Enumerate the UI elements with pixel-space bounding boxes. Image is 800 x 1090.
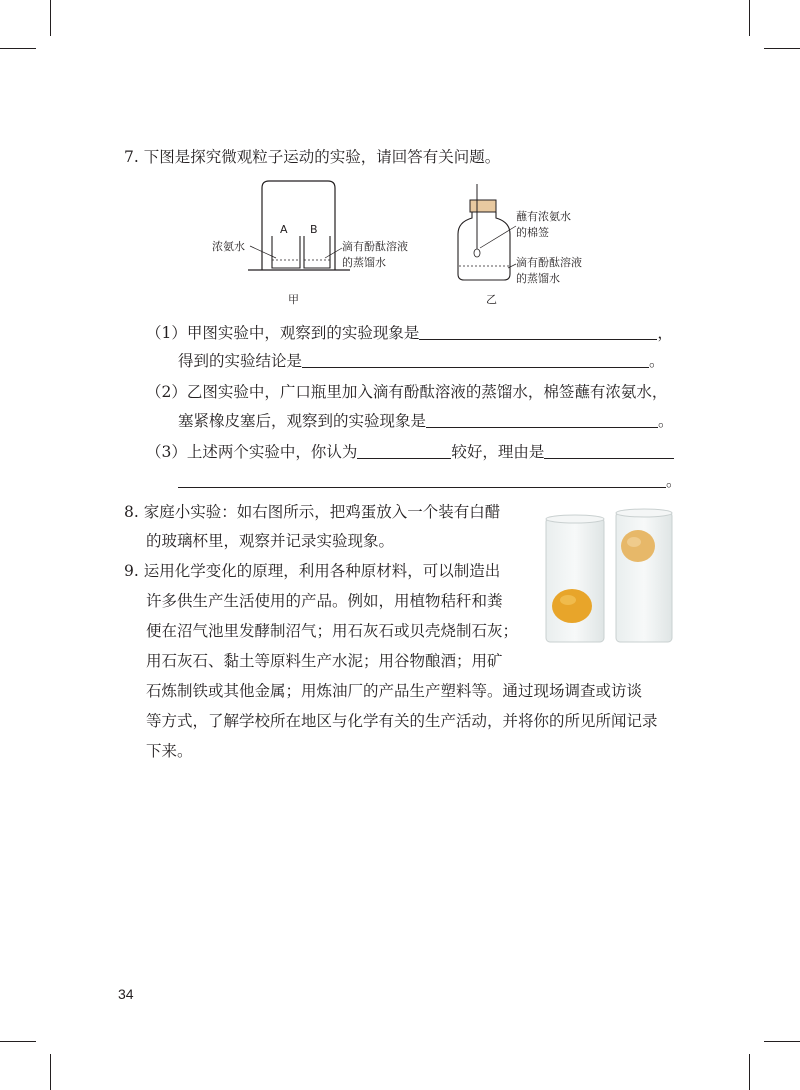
q7-sub1-line1 <box>146 322 673 344</box>
beaker-b <box>304 236 330 268</box>
label-b: B <box>310 223 318 236</box>
q7-sub3-text-2: 较好，理由是 <box>451 443 545 461</box>
label-swab-1: 蘸有浓氨水 <box>516 210 571 223</box>
caption-yi: 乙 <box>486 293 497 306</box>
q7-sub3-text-1: （3）上述两个实验中，你认为 <box>146 443 358 461</box>
beaker-a <box>272 236 300 268</box>
q7-sub3-end: 。 <box>666 472 682 490</box>
label-bottle-water-1: 滴有酚酞溶液 <box>516 256 582 269</box>
answer-blank[interactable] <box>419 323 657 340</box>
q7-sub1-text: （1）甲图实验中，观察到的实验现象是 <box>146 324 420 342</box>
cotton-tip <box>474 249 480 257</box>
q9-line5: 石炼制铁或其他金属；用炼油厂的产品生产塑料等。通过现场调查或访谈 <box>146 682 643 700</box>
figure-yi <box>450 178 630 308</box>
label-a: A <box>280 223 288 236</box>
leader-line <box>508 264 516 268</box>
crop-mark <box>50 1054 51 1090</box>
egg-sunk <box>552 589 592 623</box>
leader-line <box>480 226 516 248</box>
label-swab-2: 的棉签 <box>516 226 549 239</box>
page-number: 34 <box>118 986 134 1002</box>
crop-mark <box>0 1041 36 1042</box>
answer-blank[interactable] <box>544 442 674 459</box>
wide-mouth-bottle <box>458 212 510 280</box>
crop-mark <box>764 1041 800 1042</box>
crop-mark <box>764 48 800 49</box>
q7-sub2-line1: （2）乙图实验中，广口瓶里加入滴有酚酞溶液的蒸馏水，棉签蘸有浓氨水， <box>146 383 668 401</box>
label-phenolphthalein-2: 的蒸馏水 <box>342 256 386 269</box>
q9-line7: 下来。 <box>146 742 193 760</box>
answer-blank[interactable] <box>302 351 649 368</box>
leader-line <box>325 248 342 258</box>
answer-blank[interactable] <box>357 442 451 459</box>
q7-sub2-end: 。 <box>658 412 674 430</box>
crop-mark <box>0 48 36 49</box>
q7-sub1-line2 <box>178 350 665 372</box>
crop-mark <box>749 0 750 36</box>
q7-sub1-end-2: 。 <box>649 352 665 370</box>
label-phenolphthalein-1: 滴有酚酞溶液 <box>342 240 408 253</box>
q8-line1: 8. 家庭小实验：如右图所示，把鸡蛋放入一个装有白醋 <box>124 503 501 521</box>
q9-line1: 9. 运用化学变化的原理，利用各种原材料，可以制造出 <box>124 562 501 580</box>
q7-sub3-line2 <box>178 470 682 492</box>
q9-line4: 用石灰石、黏土等原料生产水泥；用谷物酿酒；用矿 <box>146 652 503 670</box>
label-bottle-water-2: 的蒸馏水 <box>516 272 560 285</box>
answer-blank[interactable] <box>178 471 666 488</box>
q9-line6: 等方式，了解学校所在地区与化学有关的生产活动，并将你的所见所闻记录 <box>146 712 658 730</box>
q7-stem: 7. 下图是探究微观粒子运动的实验，请回答有关问题。 <box>124 148 501 166</box>
figure-jia <box>200 178 430 308</box>
answer-blank[interactable] <box>426 411 658 428</box>
q7-sub3-line1 <box>146 441 674 463</box>
q7-sub1-text-2: 得到的实验结论是 <box>178 352 303 370</box>
rubber-stopper <box>470 200 496 212</box>
q8-line2: 的玻璃杯里，观察并记录实验现象。 <box>146 532 395 550</box>
egg-vinegar-photo <box>544 504 676 646</box>
label-ammonia: 浓氨水 <box>212 240 245 253</box>
caption-jia: 甲 <box>288 293 299 306</box>
q7-sub1-end: ， <box>657 324 673 342</box>
q9-line2: 许多供生产生活使用的产品。例如，用植物秸秆和粪 <box>146 592 503 610</box>
crop-mark <box>749 1054 750 1090</box>
left-glass <box>546 518 604 642</box>
q7-sub2-line2 <box>178 410 674 432</box>
q9-line3: 便在沼气池里发酵制沼气；用石灰石或贝壳烧制石灰； <box>146 622 519 640</box>
crop-mark <box>50 0 51 36</box>
q7-sub2-text: 塞紧橡皮塞后，观察到的实验现象是 <box>178 412 427 430</box>
